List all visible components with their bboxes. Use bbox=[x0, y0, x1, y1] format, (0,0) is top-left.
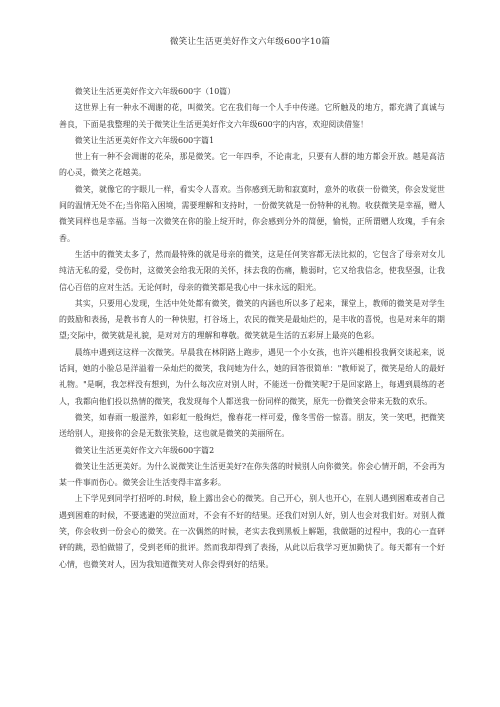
section-heading: 微笑让生活更美好作文六年级600字篇2 bbox=[74, 445, 215, 455]
paragraph: 上下学见到同学打招呼的.时候，脸上露出会心的微笑。自己开心，别人也开心，在别人遇到困难或者自己遇到困难的时候，不要逃避的哭泣面对，不会有不好的结果。还我们对别人好，别人也会对我们好。对别人微笑，你会收到一份会心的微笑。在一次偶然的时候，老实去我到黑板上解题，我做题的过程中，我的心一直砰砰的跳，恐怕做错了，受到老师的批评。然而我却得到了表扬，从此以后我学习更加勤快了。每天都有一个好心情，也微笑对人，因为我知道微笑对人你会得到好的结果。 bbox=[59, 494, 445, 569]
paragraph: 这世界上有一种永不凋谢的花，叫微笑。它在我们每一个人手中传递。它所触及的地方，都充满了真诚与善良，下面是我整理的关于微笑让生活更美好作文六年级600字的内容，欢迎阅读借鉴！ bbox=[59, 103, 445, 129]
section-heading: 微笑让生活更美好作文六年级600字（10篇） bbox=[74, 87, 236, 96]
paragraph: 晨练中遇到这这样一次微笑。早晨我在林阴路上跑步，遇见一个小女孩，也许兴趣相投我俩交谈起来，说话间，她的小脸总是洋溢着一朵灿烂的微笑，我问她为什么，她的回答很简单："教师说了，微笑是给人的最好礼物。"是啊，我怎样没有想到，为什么每次应对别人时，不能送一份微笑呢?于是回家路上，每遇到晨练的老人，我都向他们投以热情的微笑，我发现每个人都送我一份同样的微笑，原先一份微笑会带来无数的欢乐。 bbox=[59, 347, 445, 406]
document-title: 微笑让生活更美好作文六年级600字10篇 bbox=[169, 37, 331, 47]
paragraph: 微笑，如春雨一般滋养，如彩虹一般绚烂，像春花一样可爱，像冬雪俗一惊喜。朋友，笑一笑吧，把微笑送给别人，迎接你的会是无数张笑脸，这也就是微笑的美丽所在。 bbox=[59, 412, 445, 439]
document-body bbox=[59, 84, 445, 573]
section-heading: 微笑让生活更美好作文六年级600字篇1 bbox=[74, 135, 215, 145]
paragraph: 微笑让生活更美好。为什么说微笑让生活更美好?在你失落的时候别人向你微笑。你会心情开朗，不会再为某一件事而伤心。微笑会让生活变得丰富多彩。 bbox=[59, 461, 445, 488]
paragraph: 生活中的微笑太多了，然而最特殊的就是母亲的微笑，这是任何笑容都无法比拟的，它包含了母亲对女儿纯洁无私的爱，受伤时，这微笑会给我无限的关怀，抹去我的伤痛，脆弱时，它又给我信念，使我坚强，让我信心百倍的应对生活。无论何时，母亲的微笑都是我心中一抹永远的阳光。 bbox=[59, 249, 445, 292]
paragraph: 世上有一种不会凋谢的花朵，那是微笑。它一年四季，不论南北，只要有人群的地方都会开放。越是高洁的心灵，微笑之花越美。 bbox=[59, 152, 445, 178]
paragraph: 微笑，就像它的字眼儿一样，看实令人喜欢。当你感到无助和寂寞时，意外的收获一份微笑，你会发觉世间的温情无处不在;当你陷入困境，需要理解和支持时，一份微笑就是一份特种的礼物。收获微笑是幸福，赠人微笑同样也是幸福。当每一次微笑在你的脸上绽开时，你会感到分外的简便，愉悦，正所谓赠人玫瑰，手有余香。 bbox=[59, 184, 445, 243]
paragraph: 其实，只要用心发现，生活中处处都有微笑，微笑的内涵也所以多了起来，课堂上，教师的微笑是对学生的鼓励和表扬，是教书育人的一种快慰，打谷场上，农民的微笑是最灿烂的，是丰收的喜悦，也是对来年的期望;交际中，微笑就是礼貌，是对对方的理解和尊敬。微笑就是生活的五彩屏上最亮的色彩。 bbox=[59, 298, 445, 341]
